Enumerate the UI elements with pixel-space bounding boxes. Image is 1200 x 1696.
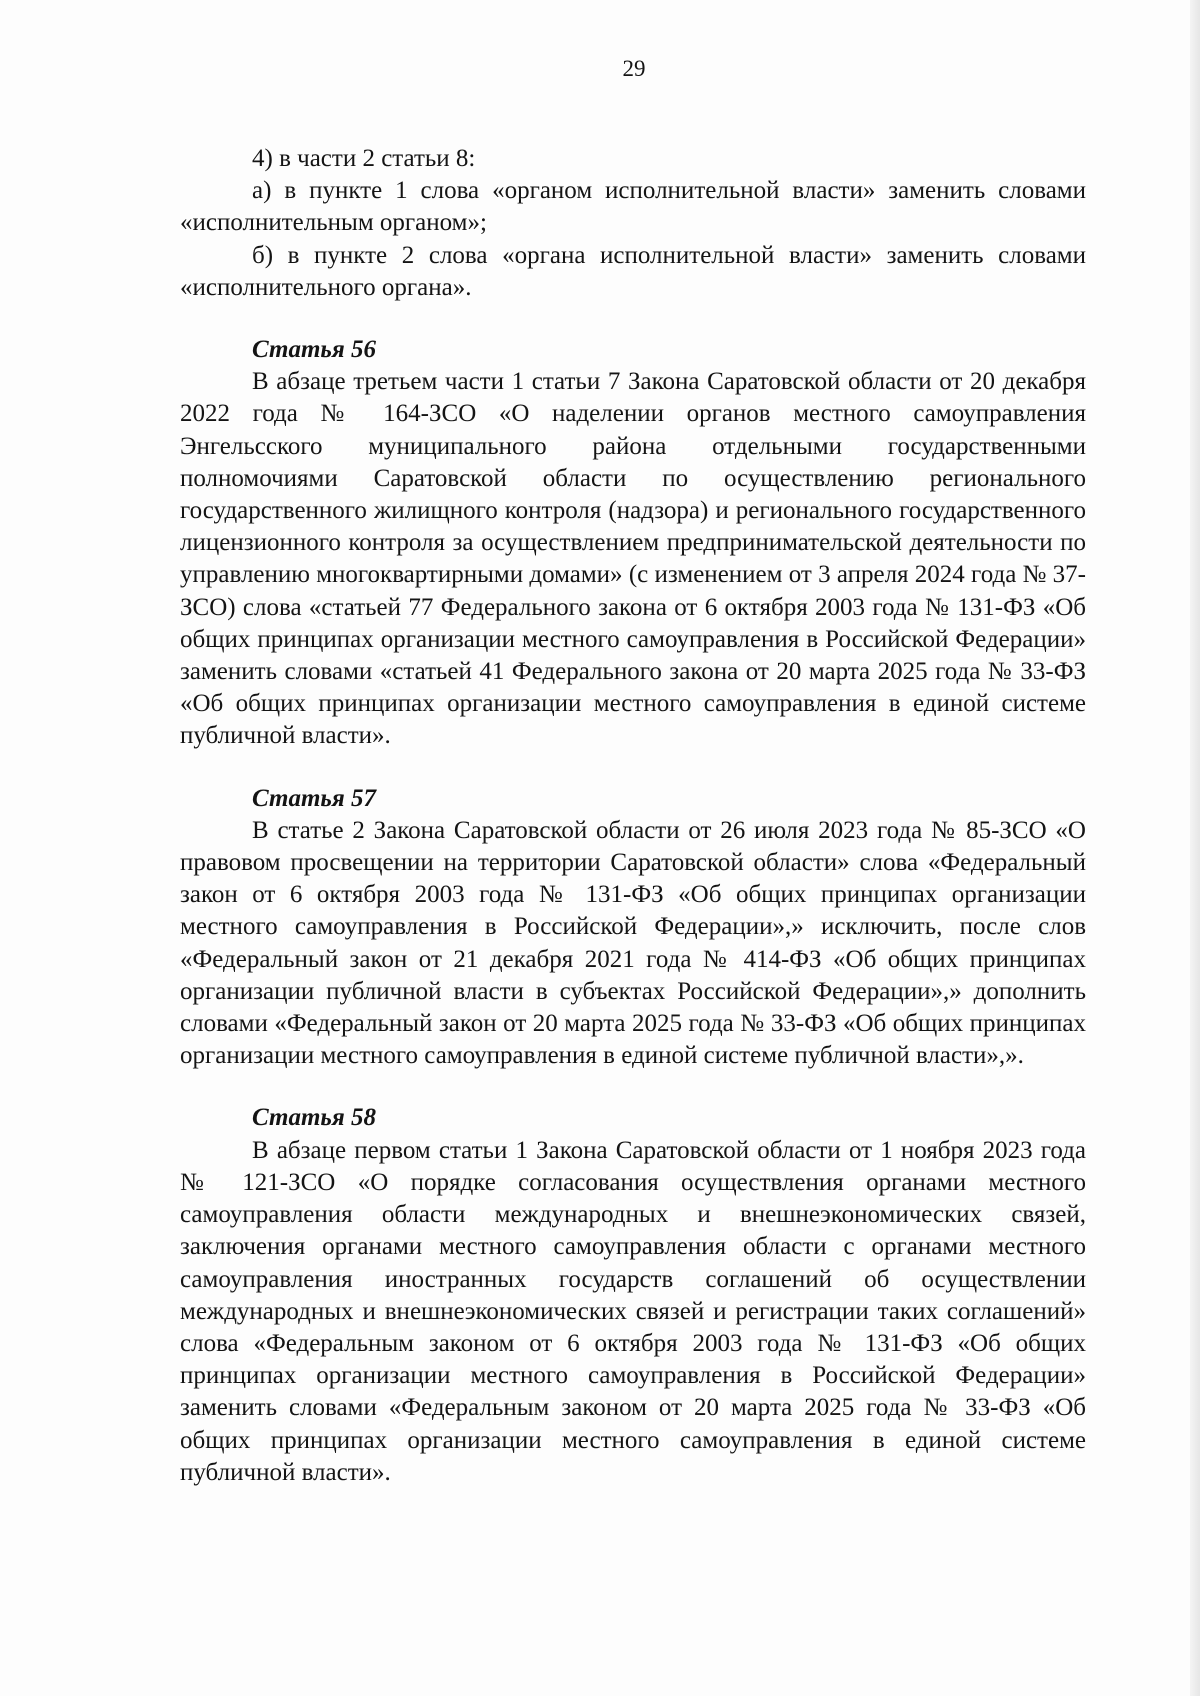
document-body	[180, 143, 1086, 1489]
article-56-heading: Статья 56	[252, 336, 376, 364]
article-58-heading: Статья 58	[252, 1104, 376, 1132]
article-56-text: В абзаце третьем части 1 статьи 7 Закона Саратовской области от 20 декабря 2022 года № 164-ЗСО «О наделении органов местного самоуправления Энгельсского муниципального района отдельными государственными полномочиями Саратовской области по осуществлению регионального государственного жилищного контроля (надзора) и регионального государственного лицензионного контроля за осуществлением предпринимательской деятельности по управлению многоквартирными домами» (с изменением от 3 апреля 2024 года № 37-ЗСО) слова «статьей 77 Федерального закона от 6 октября 2003 года № 131-ФЗ «Об общих принципах организации местного самоуправления в Российской Федерации» заменить словами «статьей 41 Федерального закона от 20 марта 2025 года № 33-ФЗ «Об общих принципах организации местного самоуправления в единой системе публичной власти».	[180, 368, 1086, 750]
article-58-text: В абзаце первом статьи 1 Закона Саратовской области от 1 ноября 2023 года № 121-ЗСО «О порядке согласования осуществления органами местного самоуправления области международных и внешнеэкономических связей, заключения органами местного самоуправления области с органами местного самоуправления иностранных государств соглашений об осуществлении международных и внешнеэкономических связей и регистрации таких соглашений» слова «Федеральным законом от 6 октября 2003 года № 131-ФЗ «Об общих принципах организации местного самоуправления в Российской Федерации» заменить словами «Федеральным законом от 20 марта 2025 года № 33-ФЗ «Об общих принципах организации местного самоуправления в единой системе публичной власти».	[180, 1136, 1086, 1486]
article-57-heading: Статья 57	[252, 784, 376, 812]
article-57-text: В статье 2 Закона Саратовской области от 26 июля 2023 года № 85-ЗСО «О правовом просвещении на территории Саратовской области» слова «Федеральный закон от 6 октября 2003 года № 131-ФЗ «Об общих принципах организации местного самоуправления в Российской Федерации»,» исключить, после слов «Федеральный закон от 21 декабря 2021 года № 414-ФЗ «Об общих принципах организации публичной власти в субъектах Российской Федерации»,» дополнить словами «Федеральный закон от 20 марта 2025 года № 33-ФЗ «Об общих принципах организации местного самоуправления в единой системе публичной власти»,».	[180, 816, 1086, 1070]
amendment-item-4: 4) в части 2 статьи 8:	[252, 145, 476, 172]
amendment-subitem-b: б) в пункте 2 слова «органа исполнительной власти» заменить словами «исполнительного органа».	[180, 241, 1086, 301]
section-gap	[180, 1072, 1086, 1102]
page-number: 29	[622, 56, 646, 81]
amendment-subitem-a: а) в пункте 1 слова «органом исполнительной власти» заменить словами «исполнительным органом»;	[180, 177, 1086, 237]
page-edge-shadow	[1190, 0, 1200, 1696]
section-gap	[180, 753, 1086, 783]
section-gap	[180, 304, 1086, 334]
